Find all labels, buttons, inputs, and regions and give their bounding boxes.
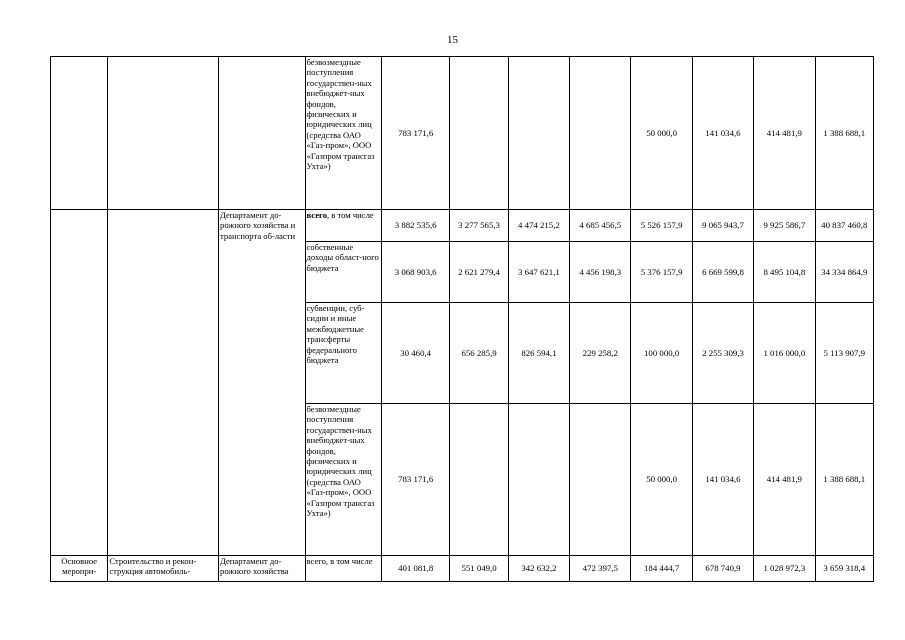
value-cell: 141 034,6 — [692, 404, 753, 556]
table-row — [51, 556, 874, 582]
col2-cell — [108, 210, 219, 556]
col2-cell — [108, 57, 219, 210]
funding-source-label: всего, в том числе — [305, 556, 381, 582]
funding-source-label: безвозмездные поступления государствен-ных внебюджет-ных фондов, физических и юридических лиц (средства ОАО «Газ-пром», ООО «Газпром трансгаз Ухта») — [305, 404, 381, 556]
value-cell: 4 456 198,3 — [570, 242, 631, 303]
value-cell: 8 495 104,8 — [754, 242, 815, 303]
value-cell: 678 740,9 — [692, 556, 753, 582]
table-row — [51, 210, 874, 242]
value-cell: 1 016 000,0 — [754, 303, 815, 404]
value-cell: 50 000,0 — [631, 404, 692, 556]
funding-source-label: собственные доходы област-ного бюджета — [305, 242, 381, 303]
page-number: 15 — [447, 34, 458, 46]
value-cell: 783 171,6 — [381, 404, 449, 556]
value-cell: 656 285,9 — [450, 303, 508, 404]
value-cell: 6 669 599,8 — [692, 242, 753, 303]
total-label-suffix: , в том числе — [327, 210, 374, 220]
value-cell — [450, 404, 508, 556]
value-cell: 551 049,0 — [450, 556, 508, 582]
value-cell: 2 621 279,4 — [450, 242, 508, 303]
value-cell: 414 481,9 — [754, 404, 815, 556]
value-cell: 5 376 157,9 — [631, 242, 692, 303]
funding-source-label: субвенции, суб-сидии и иные межбюджетные трансферты федерального бюджета — [305, 303, 381, 404]
value-cell — [508, 404, 569, 556]
col1-cell — [51, 210, 108, 556]
value-cell — [570, 404, 631, 556]
value-cell: 342 632,2 — [508, 556, 569, 582]
value-cell: 100 000,0 — [631, 303, 692, 404]
value-cell — [570, 57, 631, 210]
value-cell: 40 837 460,8 — [815, 210, 873, 242]
value-cell — [450, 57, 508, 210]
value-cell: 1 028 972,3 — [754, 556, 815, 582]
department-cell: Департамент до-рожного хозяйства — [219, 556, 306, 582]
value-cell: 5 113 907,9 — [815, 303, 873, 404]
value-cell: 783 171,6 — [381, 57, 449, 210]
funding-source-label — [305, 210, 381, 242]
activity-name-cell: Строительство и рекон-струкция автомобиль- — [108, 556, 219, 582]
value-cell: 9 925 586,7 — [754, 210, 815, 242]
value-cell: 5 526 157,9 — [631, 210, 692, 242]
funding-source-label: безвозмездные поступления государствен-ных внебюджет-ных фондов, физических и юридических лиц (средства ОАО «Газ-пром», ООО «Газпром трансгаз Ухта») — [305, 57, 381, 210]
value-cell: 472 397,5 — [570, 556, 631, 582]
value-cell: 3 277 565,3 — [450, 210, 508, 242]
value-cell: 401 081,8 — [381, 556, 449, 582]
department-cell: Департамент до-рожного хозяйства и транспорта об-ласти — [219, 210, 306, 556]
value-cell: 3 882 535,6 — [381, 210, 449, 242]
value-cell: 9 065 943,7 — [692, 210, 753, 242]
value-cell: 30 460,4 — [381, 303, 449, 404]
value-cell: 141 034,6 — [692, 57, 753, 210]
value-cell: 2 255 309,3 — [692, 303, 753, 404]
value-cell: 50 000,0 — [631, 57, 692, 210]
value-cell: 1 388 688,1 — [815, 57, 873, 210]
value-cell: 229 258,2 — [570, 303, 631, 404]
value-cell: 3 659 318,4 — [815, 556, 873, 582]
total-label: всего — [306, 210, 327, 220]
value-cell: 184 444,7 — [631, 556, 692, 582]
value-cell — [508, 57, 569, 210]
value-cell: 4 685 456,5 — [570, 210, 631, 242]
value-cell: 3 068 903,6 — [381, 242, 449, 303]
value-cell: 4 474 215,2 — [508, 210, 569, 242]
table-row — [51, 57, 874, 210]
value-cell: 1 388 688,1 — [815, 404, 873, 556]
value-cell: 826 594,1 — [508, 303, 569, 404]
department-cell — [219, 57, 306, 210]
value-cell: 3 647 621,1 — [508, 242, 569, 303]
value-cell: 414 481,9 — [754, 57, 815, 210]
col1-cell — [51, 57, 108, 210]
budget-table — [50, 56, 874, 582]
activity-type-cell: Основное меропри- — [51, 556, 108, 582]
value-cell: 34 334 864,9 — [815, 242, 873, 303]
